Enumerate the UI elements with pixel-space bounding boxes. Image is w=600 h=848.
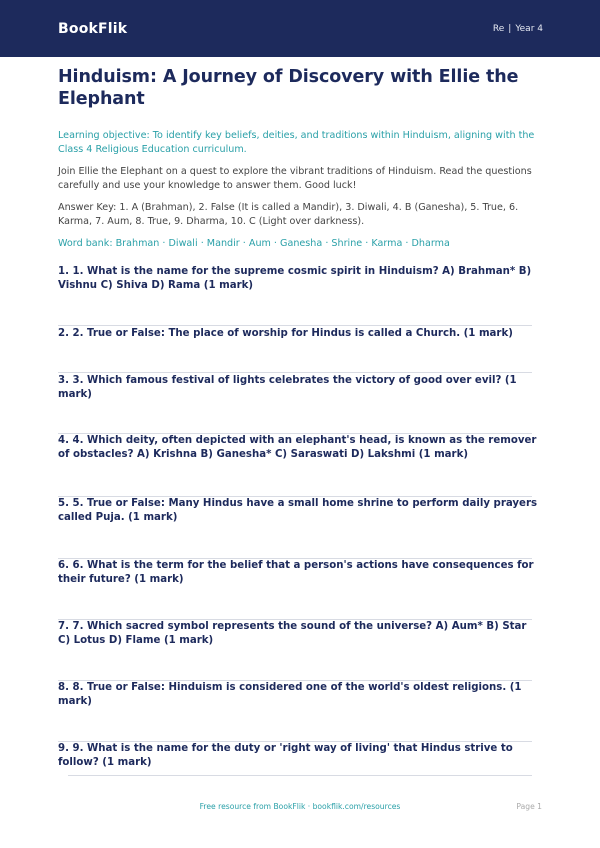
question-6: 6. 6. What is the term for the belief that a person's actions have consequences for their future? (1 mark): [58, 560, 534, 585]
answer-line: [58, 372, 532, 373]
footer-divider: [68, 775, 532, 776]
subject-label: Re: [492, 23, 505, 34]
question-8: 8. 8. True or False: Hinduism is considered one of the world's oldest religions. (1 mark): [58, 682, 522, 707]
header-meta: [493, 24, 543, 34]
question-3: 3. 3. Which famous festival of lights celebrates the victory of good over evil? (1 mark): [58, 375, 517, 400]
intro-text: Join Ellie the Elephant on a quest to explore the vibrant traditions of Hinduism. Read the questions carefully and use your knowledge to answer them. Good luck!: [58, 166, 532, 191]
footer-link[interactable]: Free resource from BookFlik · bookflik.com/resources: [199, 802, 401, 811]
header-bar: [0, 0, 600, 57]
worksheet-content: [58, 66, 542, 770]
question-9: 9. 9. What is the name for the duty or 'right way of living' that Hindus strive to follow? (1 mark): [58, 743, 513, 768]
question-7: 7. 7. Which sacred symbol represents the sound of the universe? A) Aum* B) Star C) Lotus D) Flame (1 mark): [58, 621, 527, 646]
brand-logo[interactable]: BookFlik: [58, 20, 128, 37]
answer-key: Answer Key: 1. A (Brahman), 2. False (It is called a Mandir), 3. Diwali, 4. B (Ganesha), 5. True, 6. Karma, 7. Aum, 8. True, 9. Dharma, 10. C (Light over darkness).: [58, 202, 519, 227]
learning-objective: Learning objective: To identify key beliefs, deities, and traditions within Hinduism, aligning with the Class 4 Religious Education curriculum.: [58, 130, 535, 155]
question-2: 2. 2. True or False: The place of worship for Hindus is called a Church. (1 mark): [58, 328, 513, 339]
page-number: Page 1: [516, 802, 542, 811]
question-1: 1. 1. What is the name for the supreme cosmic spirit in Hinduism? A) Brahman* B) Vishnu C) Shiva D) Rama (1 mark): [58, 266, 532, 291]
page-title: Hinduism: A Journey of Discovery with Ellie the Elephant: [58, 67, 519, 109]
question-5: 5. 5. True or False: Many Hindus have a small home shrine to perform daily prayers called Puja. (1 mark): [58, 498, 538, 523]
word-bank: Word bank: Brahman · Diwali · Mandir · Aum · Ganesha · Shrine · Karma · Dharma: [58, 238, 450, 249]
meta-separator: |: [508, 23, 512, 34]
question-list: [58, 265, 542, 770]
year-label: Year 4: [515, 23, 543, 34]
question-4: 4. 4. Which deity, often depicted with an elephant's head, is known as the remover of obstacles? A) Krishna B) Ganesha* C) Saraswati D) Lakshmi (1 mark): [58, 435, 537, 460]
answer-line: [58, 325, 532, 326]
